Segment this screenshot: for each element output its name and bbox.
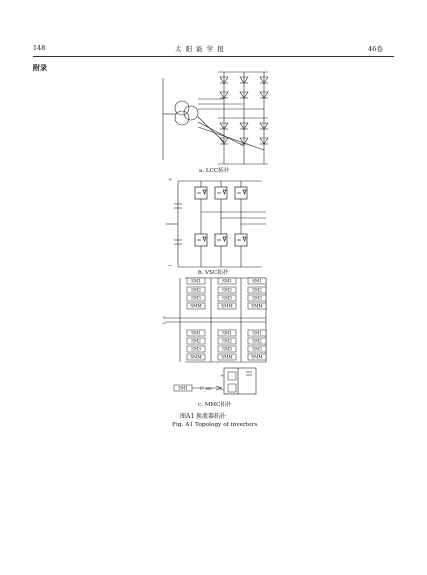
submodule-label: SM3 <box>222 346 232 352</box>
section-title: 附录 <box>33 63 47 72</box>
mmc-submodules <box>187 278 266 360</box>
submodule-label: SM1 <box>191 278 201 284</box>
terminals <box>162 177 224 393</box>
submodule-detail-labels <box>174 372 236 392</box>
terminal-sign: + <box>220 373 225 379</box>
detail-sm-label: SM1 <box>178 385 188 391</box>
submodule-label: SMM <box>190 354 202 360</box>
submodule-label: SMM <box>221 354 233 360</box>
terminal-sign: − <box>220 387 225 393</box>
figure-caption-cn: 图A1 换流器拓扑 <box>180 413 227 420</box>
figure-caption-en: Fig. A1 Topology of inverters <box>172 422 258 428</box>
lcc-diagram <box>163 72 268 164</box>
submodule-label: SM1 <box>252 330 262 336</box>
submodule-label: SM2 <box>252 287 262 293</box>
submodule-label: SM2 <box>222 287 232 293</box>
subcaption-b: b. VSC拓扑 <box>198 270 229 276</box>
page-number: 148 <box>33 44 46 52</box>
subcaption-a: a. LCC拓扑 <box>199 168 230 174</box>
submodule-label: SM2 <box>252 338 262 344</box>
submodule-label: SM2 <box>191 287 201 293</box>
submodule-label: SMM <box>251 354 263 360</box>
igbt-icon <box>228 384 236 392</box>
journal-name: 太 阳 能 学 报 <box>175 45 225 53</box>
submodule-label: SMM <box>221 303 233 309</box>
submodule-label: SM3 <box>222 295 232 301</box>
submodule-label: SM2 <box>222 338 232 344</box>
igbt-icon <box>228 372 236 380</box>
submodule-label: SMM <box>190 303 202 309</box>
usm-label: U_sm <box>200 386 212 391</box>
submodule-label: SM3 <box>191 295 201 301</box>
submodule-label: SM2 <box>191 338 201 344</box>
submodule-label: SM1 <box>222 330 232 336</box>
subcaption-c: c. MMC拓扑 <box>198 402 232 408</box>
submodule-label: SM3 <box>252 346 262 352</box>
submodule-label: SM1 <box>252 278 262 284</box>
terminal-sign: − <box>162 321 167 327</box>
terminal-sign: − <box>168 263 173 269</box>
submodule-label: SMM <box>251 303 263 309</box>
terminal-sign: + <box>168 177 173 183</box>
submodule-label: SM3 <box>191 346 201 352</box>
submodule-label: SM3 <box>252 295 262 301</box>
terminal-sign: + <box>162 315 167 321</box>
submodule-label: SM1 <box>222 278 232 284</box>
submodule-label: SM1 <box>191 330 201 336</box>
volume-label: 46卷 <box>368 45 383 53</box>
